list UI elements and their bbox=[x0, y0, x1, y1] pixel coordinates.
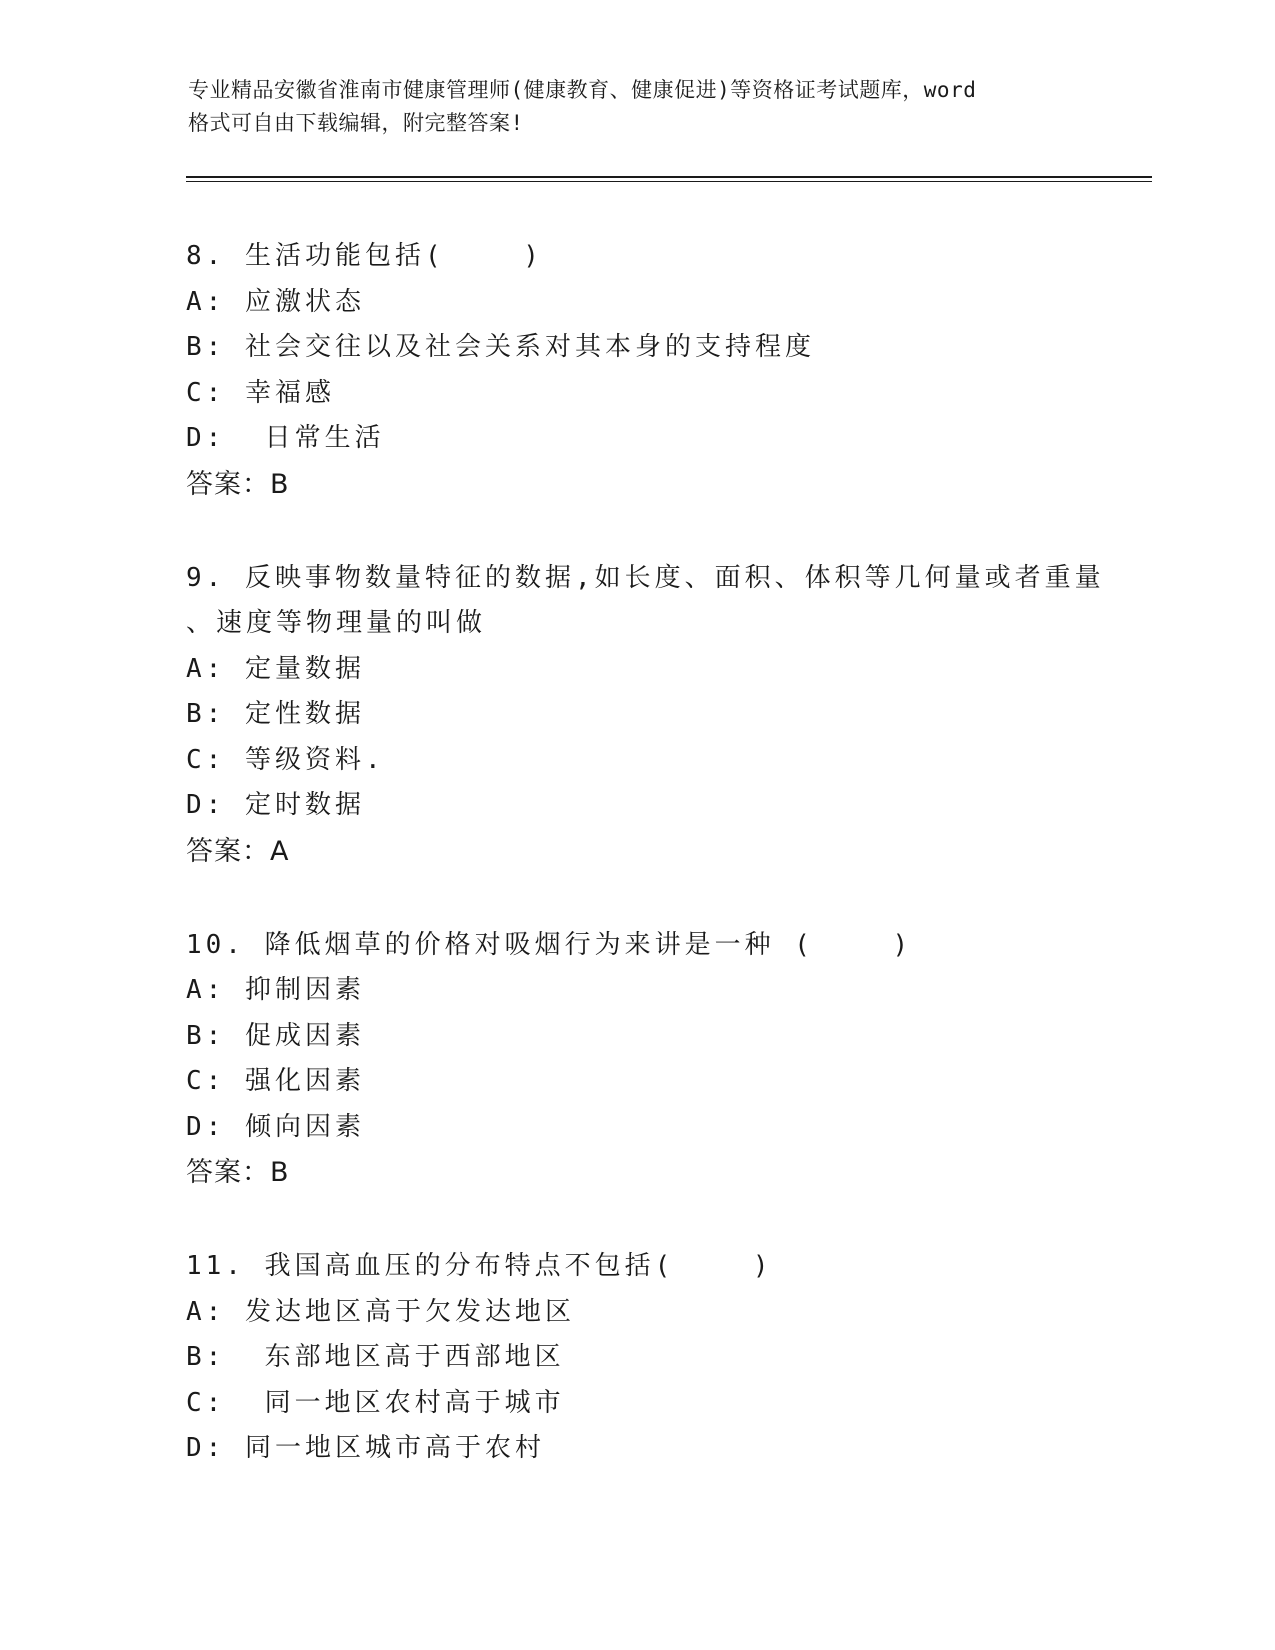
option-b: B: 促成因素 bbox=[186, 1020, 365, 1051]
question-11 bbox=[186, 1244, 1106, 1472]
document-header bbox=[188, 74, 1088, 140]
option-a: A: 抑制因素 bbox=[186, 975, 365, 1005]
header-divider-thin bbox=[186, 181, 1152, 182]
option-a: A: 应激状态 bbox=[186, 286, 365, 317]
question-stem: 9. 反映事物数量特征的数据,如长度、面积、体积等几何量或者重量 bbox=[186, 562, 1105, 593]
option-b: B: 定性数据 bbox=[186, 699, 365, 729]
question-10 bbox=[186, 923, 1106, 1197]
header-line-2: 格式可自由下载编辑，附完整答案! bbox=[188, 111, 524, 135]
header-divider-thick bbox=[186, 176, 1152, 178]
option-a: A: 发达地区高于欠发达地区 bbox=[186, 1296, 575, 1327]
option-d: D: 定时数据 bbox=[186, 790, 365, 820]
answer-line: 答案：B bbox=[186, 468, 290, 500]
answer-line: 答案：B bbox=[186, 1157, 290, 1188]
question-stem: 11. 我国高血压的分布特点不包括( ) bbox=[186, 1251, 773, 1281]
option-a: A: 定量数据 bbox=[186, 653, 365, 684]
answer-line: 答案：A bbox=[186, 835, 290, 867]
option-c: C: 幸福感 bbox=[186, 377, 335, 408]
option-c: C: 同一地区农村高于城市 bbox=[186, 1387, 565, 1418]
option-d: D: 同一地区城市高于农村 bbox=[186, 1433, 545, 1463]
option-d: D: 倾向因素 bbox=[186, 1111, 365, 1142]
option-c: C: 等级资料. bbox=[186, 744, 385, 775]
question-list bbox=[186, 234, 1106, 1520]
question-8 bbox=[186, 234, 1106, 508]
option-c: C: 强化因素 bbox=[186, 1066, 365, 1096]
question-stem: 10. 降低烟草的价格对吸烟行为来讲是一种 ( ) bbox=[186, 929, 913, 960]
option-b: B: 东部地区高于西部地区 bbox=[186, 1342, 565, 1372]
question-9 bbox=[186, 556, 1106, 875]
question-stem: 8. 生活功能包括( ) bbox=[186, 241, 543, 271]
option-b: B: 社会交往以及社会关系对其本身的支持程度 bbox=[186, 332, 815, 362]
option-d: D: 日常生活 bbox=[186, 423, 385, 453]
question-stem-continued: 、速度等物理量的叫做 bbox=[186, 608, 487, 638]
header-line-1: 专业精品安徽省淮南市健康管理师(健康教育、健康促进)等资格证考试题库，word bbox=[188, 78, 977, 102]
